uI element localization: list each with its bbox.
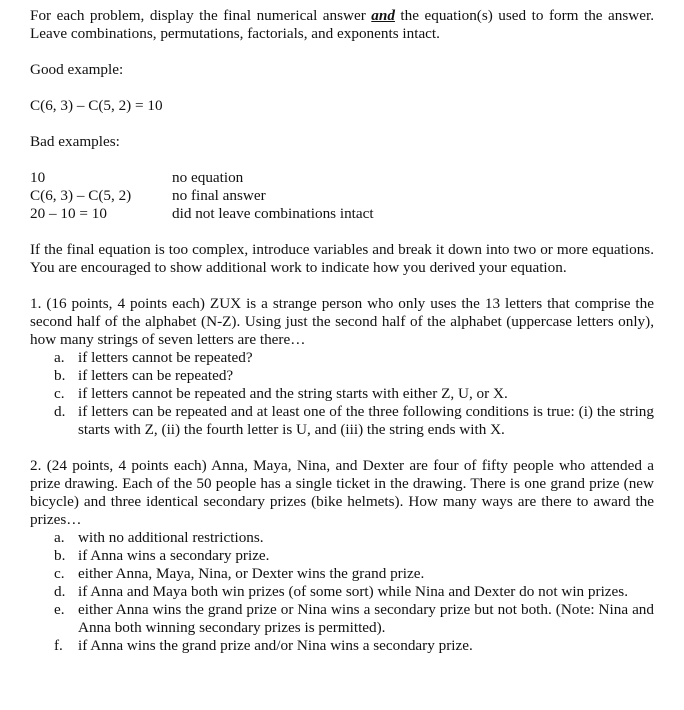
good-example-equation: C(6, 3) – C(5, 2) = 10 (30, 97, 163, 114)
item-text: if Anna wins the grand prize and/or Nina wins a secondary prize. (78, 637, 473, 654)
problem-1-stem: 1. (16 points, 4 points each) ZUX is a strange person who only uses the 13 letters that comprise the second half of the alphabet (N-Z). Using just the second half of the alphabet (uppercase letters only), how many strings of seven letters are there… (30, 295, 654, 348)
bad-expr: 20 – 10 = 10 (30, 205, 107, 222)
bad-examples-table (30, 169, 654, 223)
item-marker: a. (54, 349, 65, 366)
problem-1-item-a (54, 349, 654, 367)
problem-1-item-c (54, 385, 654, 403)
bad-examples-expressions (30, 169, 172, 223)
problem-1-item-b (54, 367, 654, 385)
item-text: if letters cannot be repeated? (78, 349, 253, 366)
intro-paragraph (30, 7, 654, 43)
problem-2-item-f (54, 637, 654, 655)
problem-2-item-b (54, 547, 654, 565)
problem-2-item-a (54, 529, 654, 547)
item-text: if letters cannot be repeated and the string starts with either Z, U, or X. (78, 385, 508, 402)
item-marker: e. (54, 601, 65, 618)
bad-reason: no final answer (172, 187, 266, 204)
bad-expr: 10 (30, 169, 46, 186)
item-text: if letters can be repeated and at least one of the three following conditions is true: (i) the string starts with Z, (ii) the fourth letter is U, and (iii) the string ends with X. (78, 403, 654, 438)
item-marker: b. (54, 367, 66, 384)
item-text: if Anna and Maya both win prizes (of some sort) while Nina and Dexter do not win prizes. (78, 583, 628, 600)
problem-2-stem: 2. (24 points, 4 points each) Anna, Maya, Nina, and Dexter are four of fifty people who attended a prize drawing. Each of the 50 people has a single ticket in the drawing. There is one grand prize (new bicycle) and three identical secondary prizes (bike helmets). How many ways are there to award the prizes… (30, 457, 654, 528)
complex-equation-note: If the final equation is too complex, introduce variables and break it down into two or more equations. You are encouraged to show additional work to indicate how you derived your equation. (30, 241, 654, 276)
problem-2-item-e (54, 601, 654, 637)
problem-1-item-d (54, 403, 654, 439)
document-page (30, 7, 654, 655)
good-example-label: Good example: (30, 61, 124, 78)
item-marker: f. (54, 637, 63, 654)
item-text: either Anna, Maya, Nina, or Dexter wins the grand prize. (78, 565, 425, 582)
item-text: if Anna wins a secondary prize. (78, 547, 270, 564)
intro-emphasis: and (371, 7, 395, 24)
item-text: if letters can be repeated? (78, 367, 234, 384)
item-marker: c. (54, 385, 65, 402)
item-marker: b. (54, 547, 66, 564)
item-marker: c. (54, 565, 65, 582)
item-text: either Anna wins the grand prize or Nina wins a secondary prize but not both. (Note: Nina and Anna both winning secondary prizes is permitted). (78, 601, 654, 636)
intro-text-after: the equation(s) used to form the answer. Leave combinations, permutations, factorials, and exponents intact. (30, 7, 654, 42)
bad-reason: no equation (172, 169, 244, 186)
problem-2-item-d (54, 583, 654, 601)
bad-examples-label: Bad examples: (30, 133, 120, 150)
problem-2-item-c (54, 565, 654, 583)
bad-expr: C(6, 3) – C(5, 2) (30, 187, 132, 204)
intro-text-before: For each problem, display the final numerical answer (30, 7, 372, 24)
item-text: with no additional restrictions. (78, 529, 264, 546)
item-marker: a. (54, 529, 65, 546)
item-marker: d. (54, 583, 66, 600)
bad-reason: did not leave combinations intact (172, 205, 374, 222)
item-marker: d. (54, 403, 66, 420)
bad-examples-reasons (172, 169, 654, 223)
